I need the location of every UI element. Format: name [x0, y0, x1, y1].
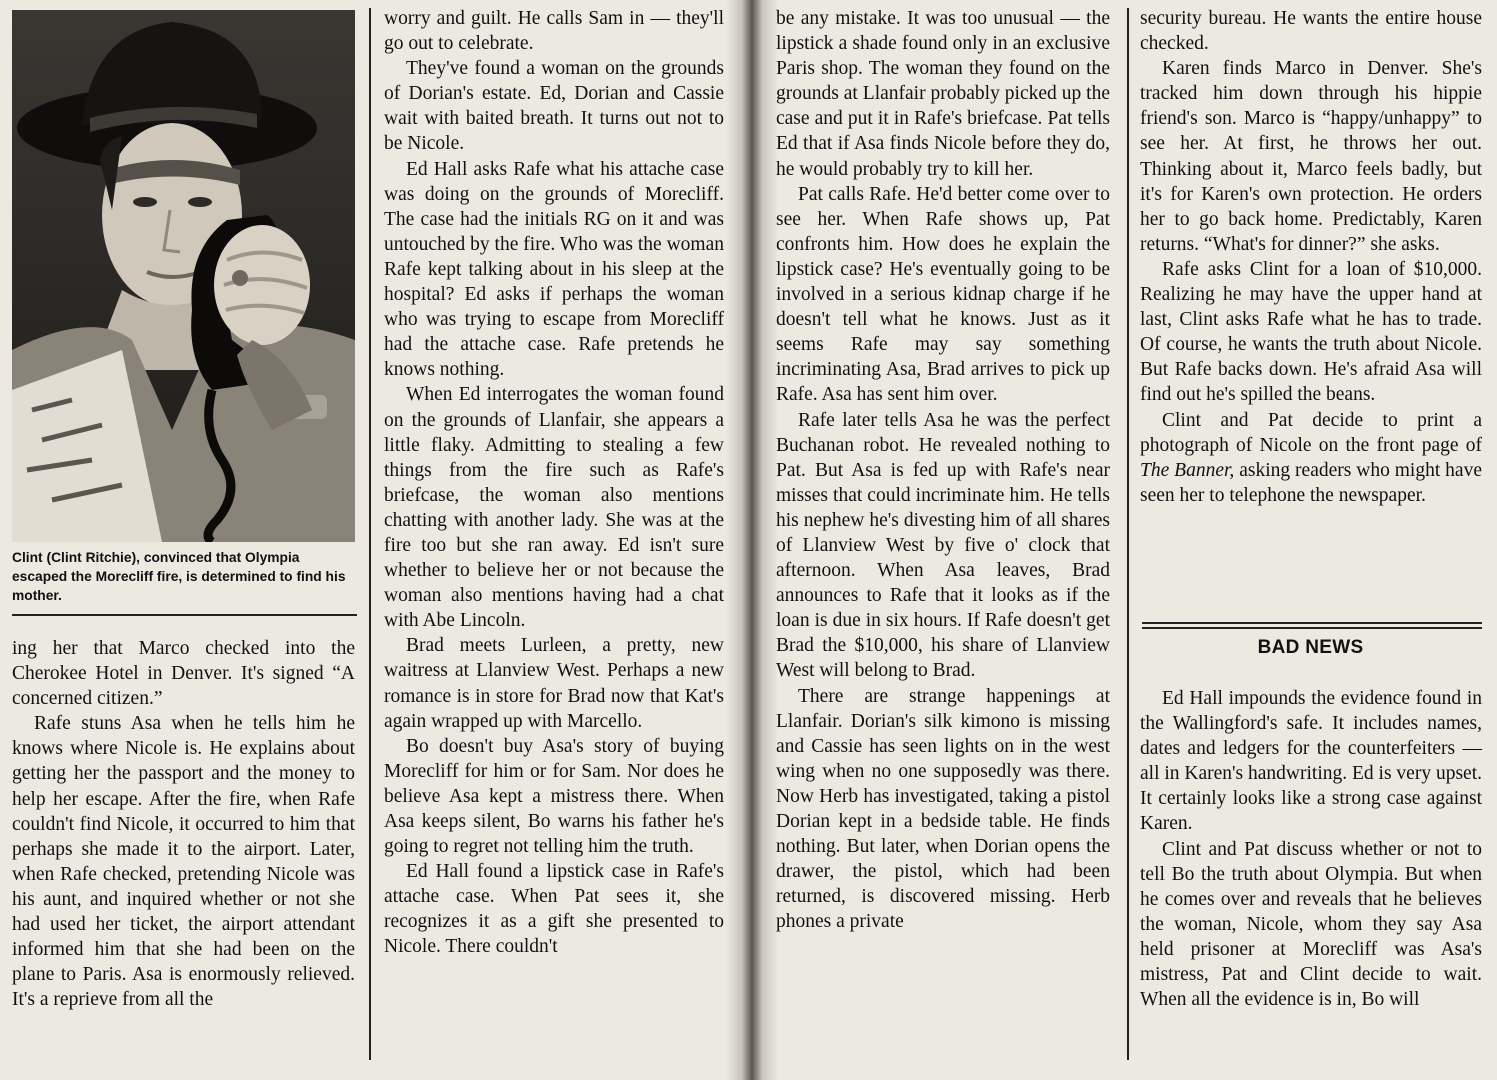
paragraph: ing her that Marco checked into the Cherokee Hotel in Denver. It's signed “A concerned citizen.”	[12, 638, 355, 710]
paragraph: There are strange happenings at Llanfair. Dorian's silk kimono is missing and Cassie has seen lights on in the west wing when no one supposedly was there. Now Herb has investigated, taking a pistol Dorian kept in a bedside table. He finds nothing. But later, when Dorian opens the drawer, the pistol, which had been returned, is discovered missing. Herb phones a private	[776, 685, 1110, 933]
section-rule-top	[1142, 622, 1482, 624]
paragraph: Ed Hall asks Rafe what his attache case was doing on the grounds of Morecliff. The case had the initials RG on it and was untouched by the fire. Who was the woman Rafe kept talking about in his sleep at the hospital? Ed asks if perhaps the woman who was trying to escape from Morecliff had the attache case. Rafe pretends he knows nothing.	[384, 158, 724, 381]
photo-illustration	[12, 10, 355, 542]
paragraph	[1140, 408, 1482, 508]
paragraph: Ed Hall found a lipstick case in Rafe's attache case. When Pat sees it, she recognizes it as a gift she presented to Nicole. There couldn't	[384, 861, 724, 958]
paragraph: Rafe stuns Asa when he tells him he knows where Nicole is. He explains about getting her the passport and the money to help her escape. After the fire, when Rafe couldn't find Nicole, it occurred to him that perhaps she made it to the airport. Later, when Rafe checked, pretending Nicole was his aunt, and inquired whether or not she had used her ticket, the airport attendant informed him that she had been on the plane to Paris. Asa is enormously relieved. It's a reprieve from all the	[12, 713, 355, 1011]
paragraph: They've found a woman on the grounds of Dorian's estate. Ed, Dorian and Cassie wait with baited breath. It turns out not to be Nicole.	[384, 58, 724, 155]
paragraph: Rafe later tells Asa he was the perfect Buchanan robot. He revealed nothing to Pat. But Asa is fed up with Rafe's near misses that could incriminate him. He tells his nephew he's divesting him of all shares of Llanview West by five o' clock that afternoon. When Asa leaves, Brad announces to Rafe that it looks as if the loan is due in six hours. If Rafe doesn't get Brad the $10,000, his share of Llanview West will belong to Brad.	[776, 409, 1110, 682]
paragraph: security bureau. He wants the entire house checked.	[1140, 8, 1482, 55]
column-2	[384, 6, 724, 960]
page-gutter	[726, 0, 778, 1080]
photo-clint-on-phone	[12, 10, 355, 542]
column-rule	[1127, 8, 1129, 1060]
text-run: asking readers who might have seen her to telephone the newspaper.	[1140, 459, 1482, 506]
column-rule	[369, 8, 371, 1060]
paragraph: Clint and Pat discuss whether or not to tell Bo the truth about Olympia. But when he comes over and reveals that he believes the woman, Nicole, whom they say Asa held prisoner at Morecliff was Asa's mistress, Pat and Clint decide to wait. When all the evidence is in, Bo will	[1140, 838, 1482, 1011]
column-4-bottom	[1140, 686, 1482, 1012]
paragraph: worry and guilt. He calls Sam in — they'll go out to celebrate.	[384, 8, 724, 55]
paragraph: Bo doesn't buy Asa's story of buying Morecliff for him or for Sam. Nor does he believe Asa kept a mistress there. When Asa keeps silent, Bo warns his father he's going to regret not telling him the truth.	[384, 735, 724, 858]
paragraph: be any mistake. It was too unusual — the lipstick a shade found only in an exclusive Paris shop. The woman they found on the grounds at Llanfair probably picked up the case and put it in Rafe's briefcase. Pat tells Ed that if Asa finds Nicole before they do, he would probably try to kill her.	[776, 8, 1110, 180]
paragraph: Pat calls Rafe. He'd better come over to see her. When Rafe shows up, Pat confronts him. How does he explain the lipstick case? He's eventually going to be involved in a serious kidnap charge if he doesn't tell what he knows. Just as it seems Rafe may say something incriminating Asa, Brad arrives to pick up Rafe. Asa has sent him over.	[776, 183, 1110, 406]
section-heading: BAD NEWS	[1257, 637, 1364, 658]
publication-title: The Banner,	[1140, 459, 1235, 481]
paragraph: Brad meets Lurleen, a pretty, new waitress at Llanview West. Perhaps a new romance is in store for Brad now that Kat's again wrapped up with Marcello.	[384, 635, 724, 732]
text-run: Clint and Pat decide to print a photograph of Nicole on the front page of	[1140, 409, 1482, 456]
paragraph: Rafe asks Clint for a loan of $10,000. Realizing he may have the upper hand at last, Clint asks Rafe what he has to trade. Of course, he wants the truth about Nicole. But Rafe backs down. He's afraid Asa will find out he's spilled the beans.	[1140, 258, 1482, 406]
photo-caption: Clint (Clint Ritchie), convinced that Olympia escaped the Morecliff fire, is determined to find his mother.	[12, 550, 346, 603]
column-1	[12, 636, 355, 1012]
column-4	[1140, 6, 1482, 508]
paragraph: Ed Hall impounds the evidence found in the Wallingford's safe. It includes names, dates and ledgers for the counterfeiters — all in Karen's handwriting. Ed is very upset. It certainly looks like a strong case against Karen.	[1140, 688, 1482, 835]
section-rule-bottom	[1142, 627, 1482, 629]
paragraph: Karen finds Marco in Denver. She's tracked him down through his hippie friend's son. Marco is “happy/unhappy” to see her. At first, he throws her out. Thinking about it, Marco feels badly, but it's for Karen's own protection. He orders her to go back home. Predictably, Karen returns. “What's for dinner?” she asks.	[1140, 58, 1482, 255]
paragraph: When Ed interrogates the woman found on the grounds of Llanfair, she appears a little flaky. Admitting to stealing a few things from the fire such as Rafe's briefcase, the woman also mentions chatting with another lady. She was at the fire too but she ran away. Ed isn't sure whether to believe her or not because the woman also mentions having had a chat with Abe Lincoln.	[384, 384, 724, 632]
caption-rule	[12, 614, 357, 616]
column-3	[776, 6, 1110, 934]
